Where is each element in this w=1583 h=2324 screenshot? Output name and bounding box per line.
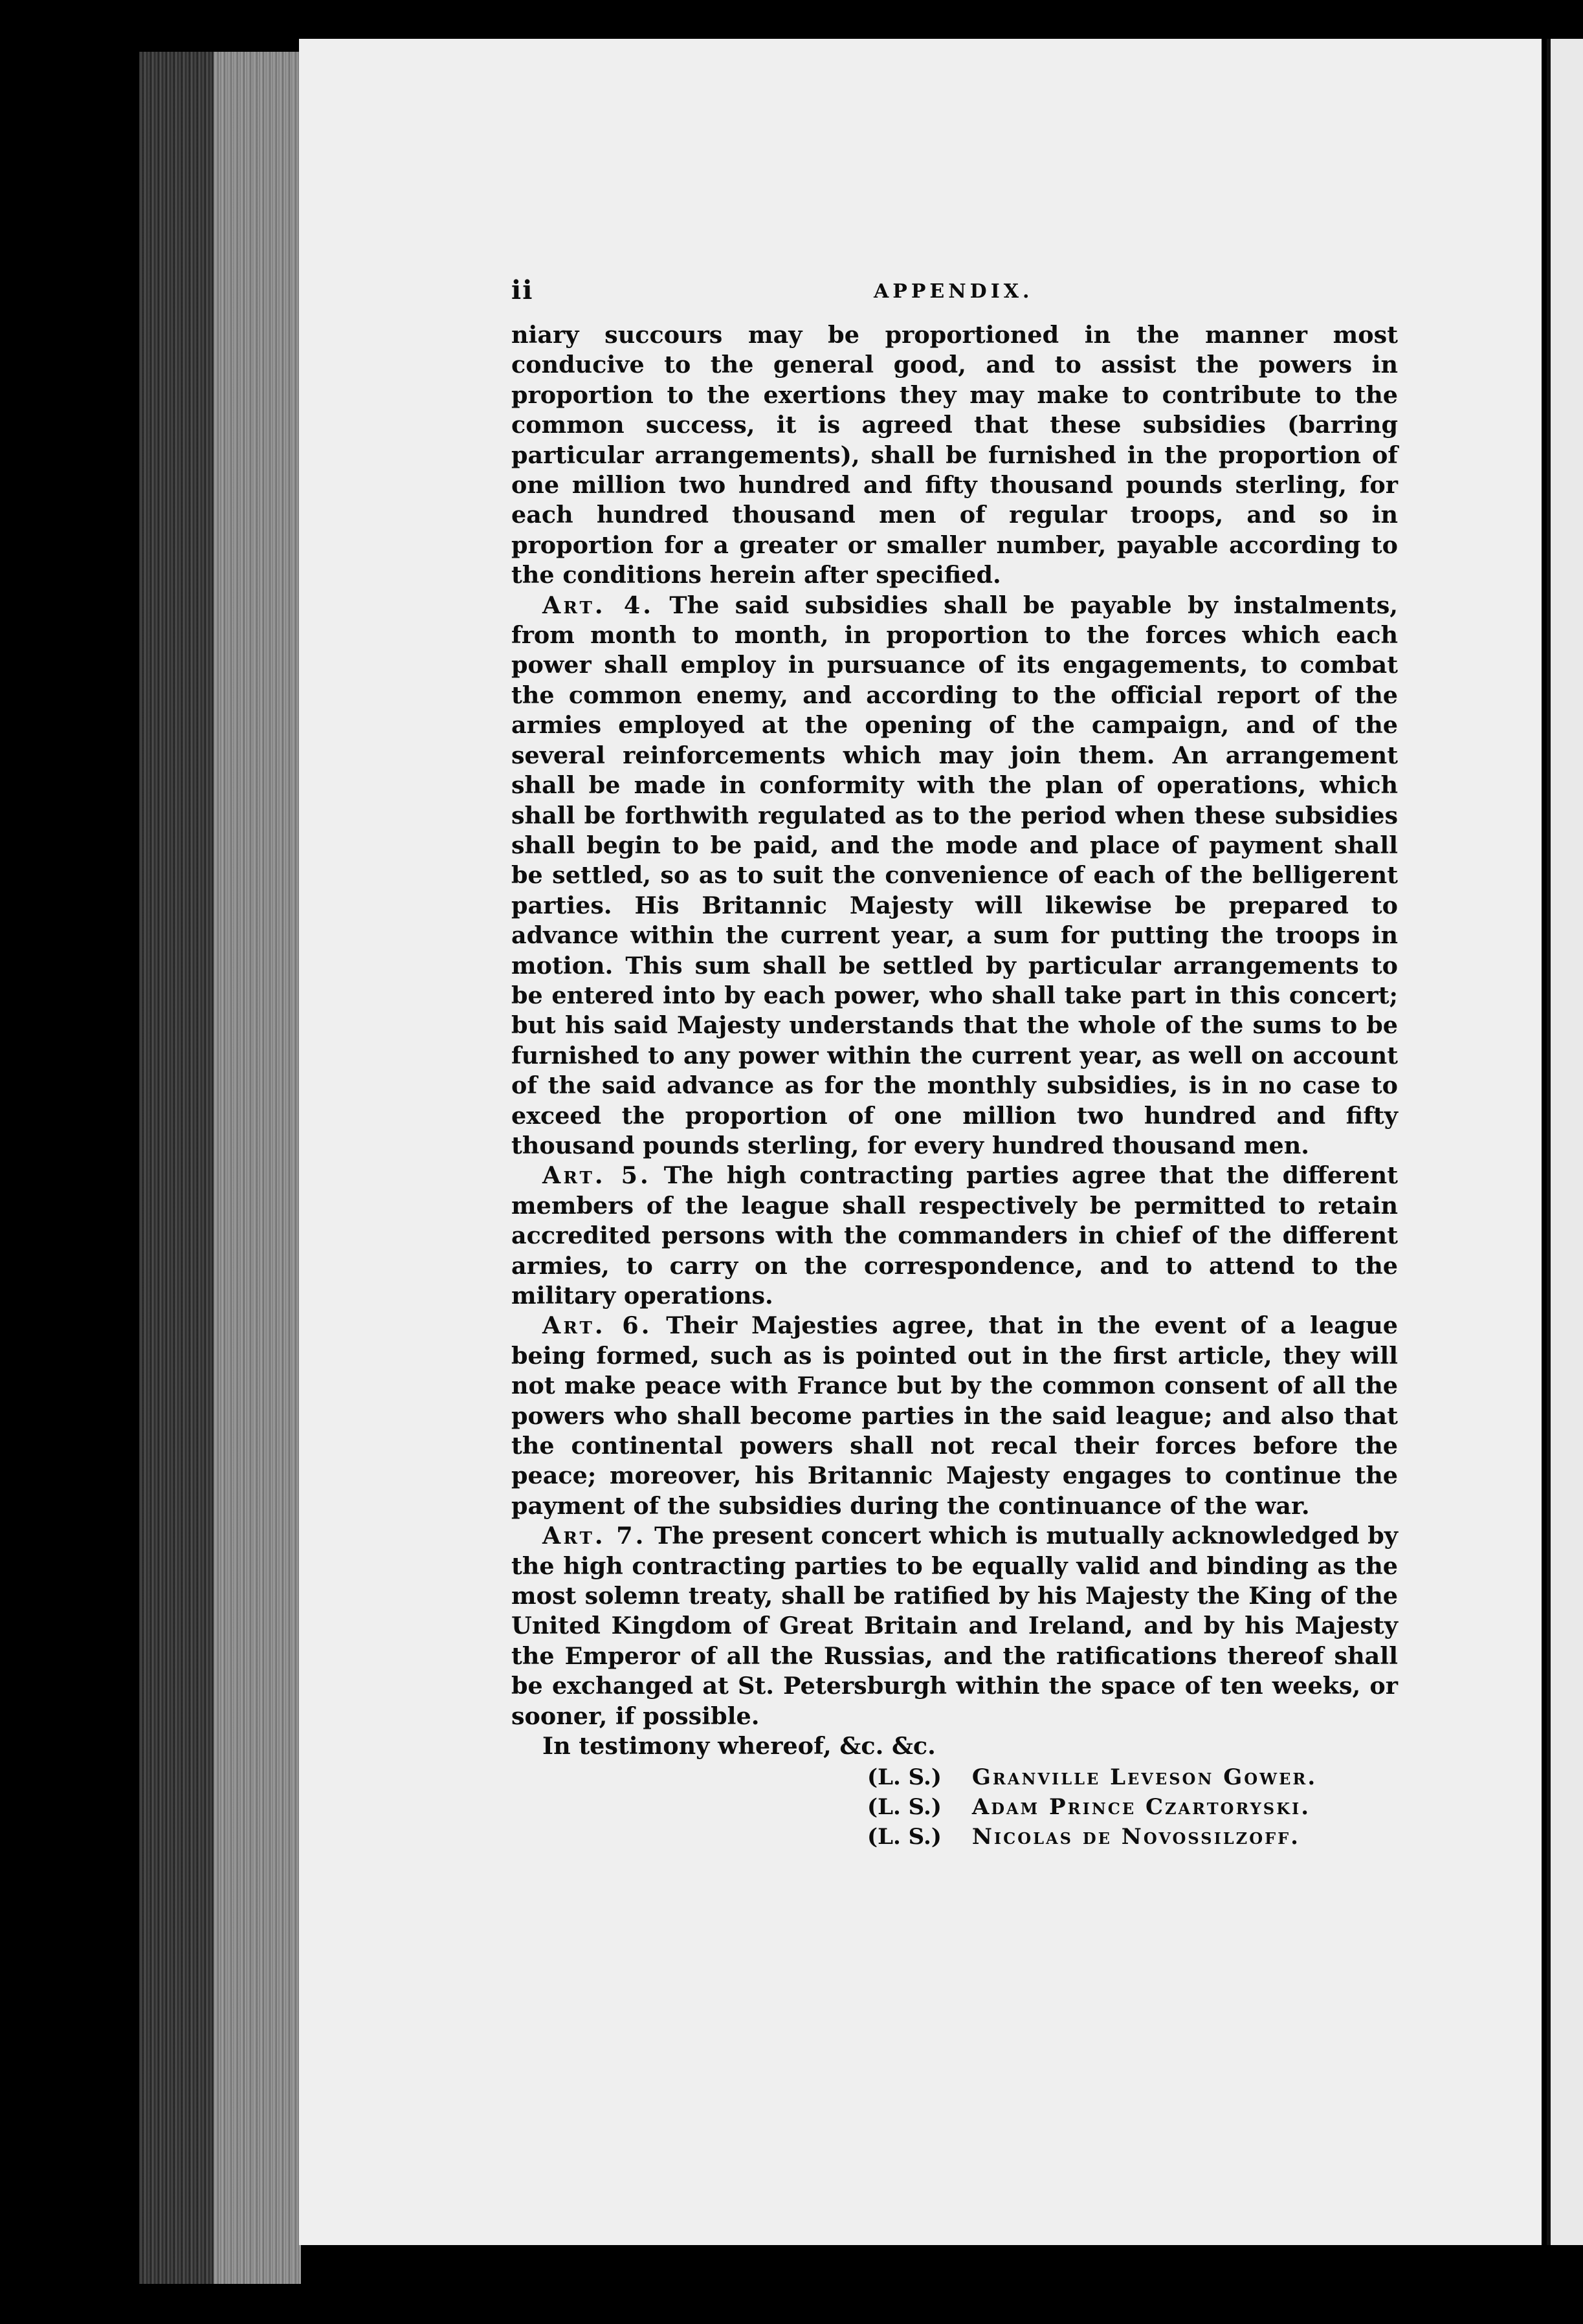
paragraph-continuation: [511, 320, 1398, 591]
signature-row: [867, 1762, 1398, 1792]
facing-page-edge: [1547, 39, 1583, 2245]
signer-name: Adam Prince Czartoryski.: [971, 1794, 1311, 1821]
article-text: The said subsidies shall be payable by instalments, from month to month, in proportion to the forces which each power shall employ in pursuance of its engagements, to combat the common enemy, and according to the official report of the armies employed at the opening of the campaign, and of the several reinforcements which may join them. An arrangement shall be made in conformity with the plan of operations, which shall be forthwith regulated as to the period when these subsidies shall begin to be paid, and the mode and place of payment shall be settled, so as to suit the convenience of each of the belligerent parties. His Britannic Majesty will likewise be prepared to advance within the current year, a sum for putting the troops in motion. This sum shall be settled by particular arrangements to be entered into by each power, who shall take part in this concert; but his said Majesty understands that the whole of the sums to be furnished to any power within the current year, as well on account of the said advance as for the monthly subsidies, is in no case to exceed the proportion of one million two hundred and fifty thousand pounds sterling, for every hundred thousand men.: [511, 591, 1399, 1159]
article-label: Art. 4.: [542, 591, 654, 619]
signer-name: Nicolas de Novossilzoff.: [971, 1824, 1301, 1850]
article-label: Art. 6.: [542, 1311, 652, 1340]
seal-mark: (L. S.): [867, 1824, 942, 1850]
article-label: Art. 5.: [542, 1161, 651, 1190]
article-6: [511, 1311, 1398, 1521]
testimony-line: In testimony whereof, &c. &c.: [542, 1732, 936, 1760]
signer-name: Granville Leveson Gower.: [971, 1764, 1318, 1791]
signature-row: [867, 1822, 1398, 1852]
paragraph-text: niary succours may be proportioned in the manner most conducive to the general good, and to assist the powers in proportion to the exertions they may make to contribute to the common success, it is agreed that these subsidies (barring particular arrangements), shall be furnished in the proportion of one million two hundred and fifty thousand pounds sterling, for each hundred thousand men of regular troops, and so in proportion for a greater or smaller number, payable according to the conditions herein after specified.: [511, 321, 1398, 589]
article-4: [511, 591, 1398, 1161]
page-number: ii: [511, 275, 534, 305]
running-head: APPENDIX.: [874, 280, 1034, 303]
book-page-edges: [214, 52, 301, 2284]
page-text-block: [511, 275, 1398, 1852]
article-7: [511, 1521, 1398, 1731]
article-text: The present concert which is mutually acknowledged by the high contracting parties to be equally valid and binding as the most solemn treaty, shall be ratified by his Majesty the King of the United Kingdom of Great Britain and Ireland, and by his Majesty the Emperor of all the Russias, and the ratifications thereof shall be exchanged at St. Petersburgh within the space of ten weeks, or sooner, if possible.: [511, 1522, 1398, 1730]
article-text: The high contracting parties agree that the different members of the league shall respectively be permitted to retain accredited persons with the commanders in chief of the different armies, to carry on the correspondence, and to attend to the military operations.: [511, 1161, 1398, 1310]
article-label: Art. 7.: [542, 1522, 647, 1550]
page-header: [511, 275, 1398, 320]
seal-mark: (L. S.): [867, 1794, 942, 1821]
seal-mark: (L. S.): [867, 1764, 942, 1791]
signature-row: [867, 1792, 1398, 1822]
article-text: Their Majesties agree, that in the event of a league being formed, such as is pointed out in the first article, they will not make peace with France but by the common consent of all the powers who shall become parties in the said league; and also that the continental powers shall not recal their forces before the peace; moreover, his Britannic Majesty engages to continue the payment of the subsidies during the continuance of the war.: [511, 1311, 1398, 1520]
article-5: [511, 1161, 1398, 1311]
signature-block: [867, 1762, 1398, 1852]
